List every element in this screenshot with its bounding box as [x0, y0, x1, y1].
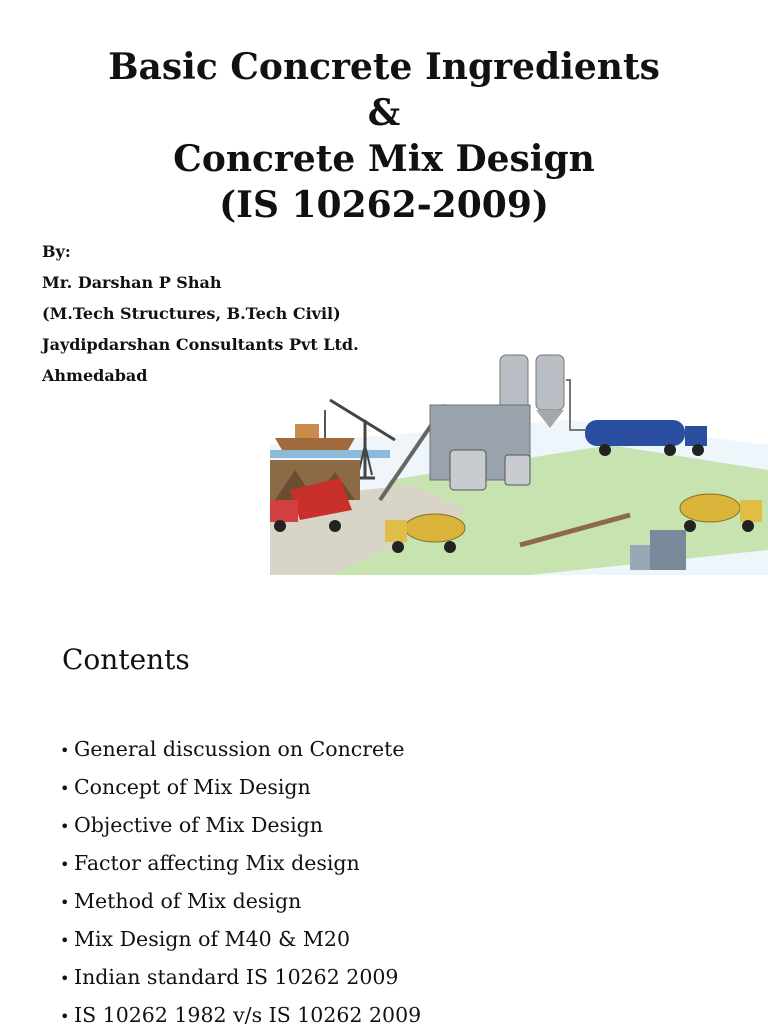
list-item — [60, 997, 421, 1035]
title-line-3: Concrete Mix Design — [173, 138, 595, 180]
author-name: Mr. Darshan P Shah — [42, 273, 222, 292]
author-qualification: (M.Tech Structures, B.Tech Civil) — [42, 304, 341, 323]
bullet-icon: • — [60, 855, 70, 874]
bullet-icon: • — [60, 817, 70, 836]
list-item — [60, 807, 421, 845]
list-item — [60, 731, 421, 769]
author-company: Jaydipdarshan Consultants Pvt Ltd. — [42, 335, 359, 354]
author-city: Ahmedabad — [42, 366, 148, 385]
concrete-batching-plant-icon — [270, 350, 768, 575]
list-item — [60, 845, 421, 883]
list-item-label: Concept of Mix Design — [74, 775, 311, 799]
slide-title — [0, 44, 768, 228]
list-item-label: Factor affecting Mix design — [74, 851, 360, 875]
bullet-icon: • — [60, 779, 70, 798]
contents-slide — [0, 600, 768, 1027]
list-item — [60, 959, 421, 997]
title-line-1: Basic Concrete Ingredients — [108, 46, 660, 88]
list-item — [60, 921, 421, 959]
bullet-icon: • — [60, 969, 70, 988]
by-label: By: — [42, 242, 71, 261]
contents-heading: Contents — [62, 643, 190, 676]
list-item — [60, 883, 421, 921]
bullet-icon: • — [60, 741, 70, 760]
list-item — [60, 769, 421, 807]
list-item-label: Indian standard IS 10262 2009 — [74, 965, 399, 989]
bullet-icon: • — [60, 893, 70, 912]
list-item-label: IS 10262 1982 v/s IS 10262 2009 — [74, 1003, 422, 1027]
bullet-icon: • — [60, 1007, 70, 1026]
list-item-label: General discussion on Concrete — [74, 737, 405, 761]
contents-list — [60, 731, 421, 1035]
title-line-4: (IS 10262-2009) — [219, 184, 549, 226]
bullet-icon: • — [60, 931, 70, 950]
list-item-label: Mix Design of M40 & M20 — [74, 927, 350, 951]
list-item-label: Method of Mix design — [74, 889, 302, 913]
title-line-2: & — [367, 92, 401, 134]
list-item-label: Objective of Mix Design — [74, 813, 323, 837]
